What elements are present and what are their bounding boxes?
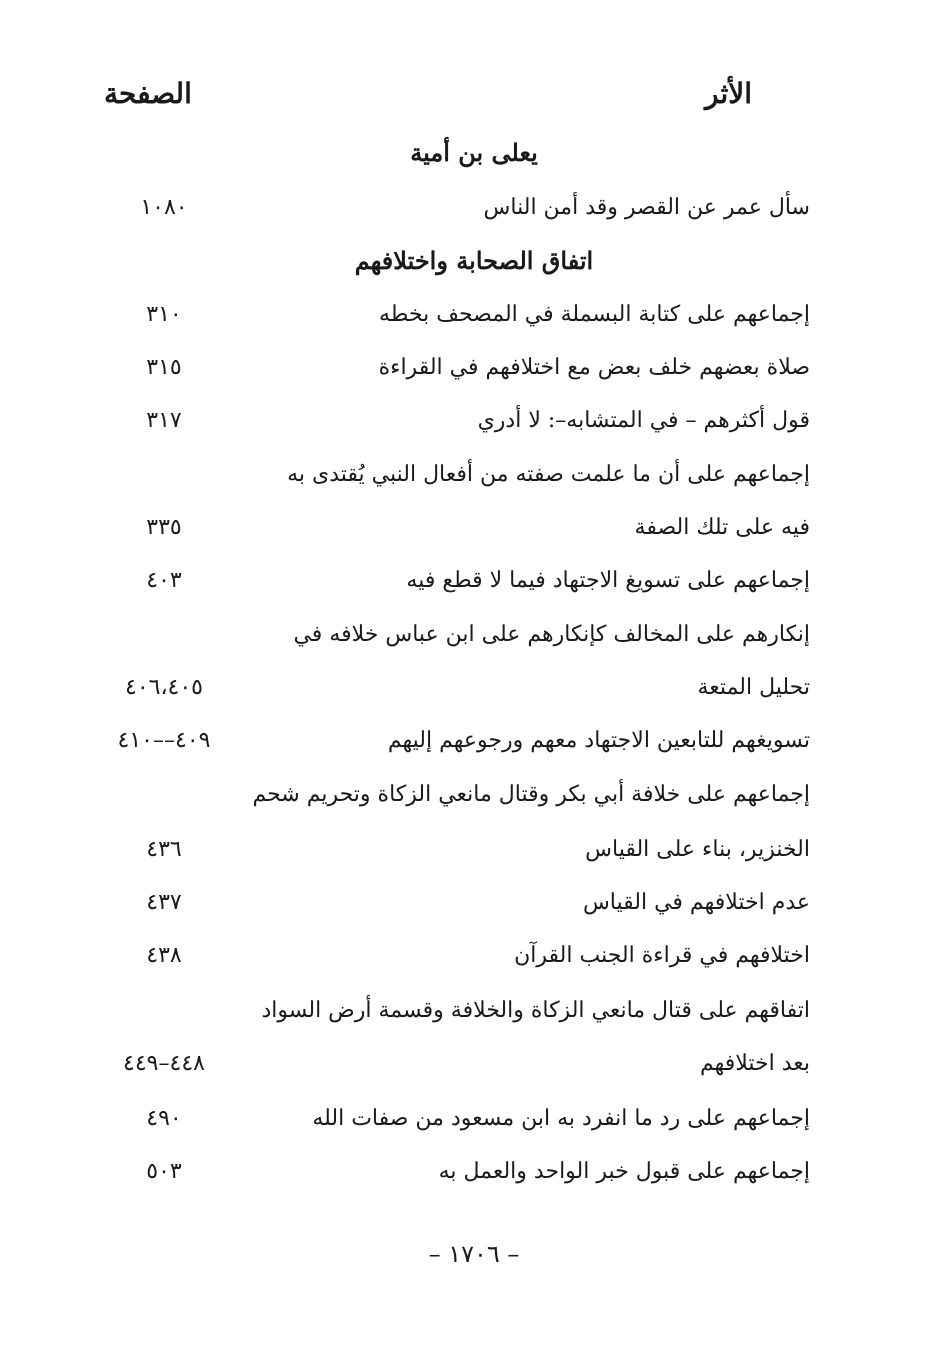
index-entry (100, 775, 810, 815)
entry-page: ٤٣٨ (146, 943, 182, 968)
index-entry (100, 295, 810, 335)
entry-page: ٤٠٣ (146, 568, 182, 593)
entry-text: تحليل المتعة (697, 675, 810, 700)
index-entry (100, 455, 810, 495)
entry-page: ٤٤٨–٤٤٩ (123, 1051, 205, 1076)
entry-text: إجماعهم على أن ما علمت صفته من أفعال النبي يُقتدى به (287, 462, 810, 487)
entry-text: إجماعهم على رد ما انفرد به ابن مسعود من صفات الله (312, 1106, 810, 1131)
entry-page: ٤٩٠ (146, 1106, 182, 1131)
entry-text: صلاة بعضهم خلف بعض مع اختلافهم في القراءة (378, 355, 810, 380)
entry-text: إجماعهم على قبول خبر الواحد والعمل به (438, 1159, 810, 1184)
column-header-athar: الأثر (705, 77, 752, 110)
index-entry (100, 188, 810, 228)
entry-page: ٤٣٧ (146, 890, 182, 915)
entry-text: اتفاقهم على قتال مانعي الزكاة والخلافة وقسمة أرض السواد (261, 998, 810, 1023)
entry-text: إجماعهم على خلافة أبي بكر وقتال مانعي الزكاة وتحريم شحم (252, 782, 810, 807)
index-entry (100, 1099, 810, 1139)
index-entry (100, 936, 810, 976)
index-entry (100, 991, 810, 1031)
entry-page: ٤٣٦ (146, 837, 182, 862)
column-header-page: الصفحة (104, 77, 192, 110)
entry-page: ٣١٧ (146, 408, 182, 433)
entry-page: ١٠٨٠ (140, 195, 188, 220)
page-number: – ١٧٠٦ – (428, 1240, 520, 1268)
index-entry (100, 1152, 810, 1192)
entry-text: اختلافهم في قراءة الجنب القرآن (514, 943, 810, 968)
entry-text: فيه على تلك الصفة (634, 515, 810, 540)
index-entry (100, 883, 810, 923)
entry-text: إنكارهم على المخالف كإنكارهم على ابن عباس خلافه في (293, 622, 810, 647)
entry-text: بعد اختلافهم (699, 1051, 810, 1076)
entry-text: سأل عمر عن القصر وقد أمن الناس (483, 195, 810, 220)
entry-page: ٥٠٣ (146, 1159, 182, 1184)
entry-text: عدم اختلافهم في القياس (582, 890, 810, 915)
entry-text: إجماعهم على كتابة البسملة في المصحف بخطه (379, 302, 810, 327)
index-entry (100, 508, 810, 548)
index-entry (100, 348, 810, 388)
section-heading: اتفاق الصحابة واختلافهم (354, 246, 594, 275)
entry-text: تسويغهم للتابعين الاجتهاد معهم ورجوعهم إليهم (387, 728, 810, 753)
entry-page: ٤٠٩––٤١٠ (117, 728, 211, 753)
index-entry (100, 401, 810, 441)
entry-text: الخنزير، بناء على القياس (585, 837, 810, 862)
entry-text: قول أكثرهم – في المتشابه–: لا أدري (477, 408, 810, 433)
index-entry (100, 668, 810, 708)
entry-page: ٤٠٦،٤٠٥ (125, 675, 203, 700)
index-entry (100, 1044, 810, 1084)
entry-page: ٣٣٥ (146, 515, 182, 540)
entry-page: ٣١٠ (146, 302, 182, 327)
section-heading: يعلى بن أمية (410, 138, 538, 167)
index-entry (100, 721, 810, 761)
index-entry (100, 615, 810, 655)
index-entry (100, 830, 810, 870)
entry-text: إجماعهم على تسويغ الاجتهاد فيما لا قطع فيه (406, 568, 810, 593)
entry-page: ٣١٥ (146, 355, 182, 380)
index-entry (100, 561, 810, 601)
